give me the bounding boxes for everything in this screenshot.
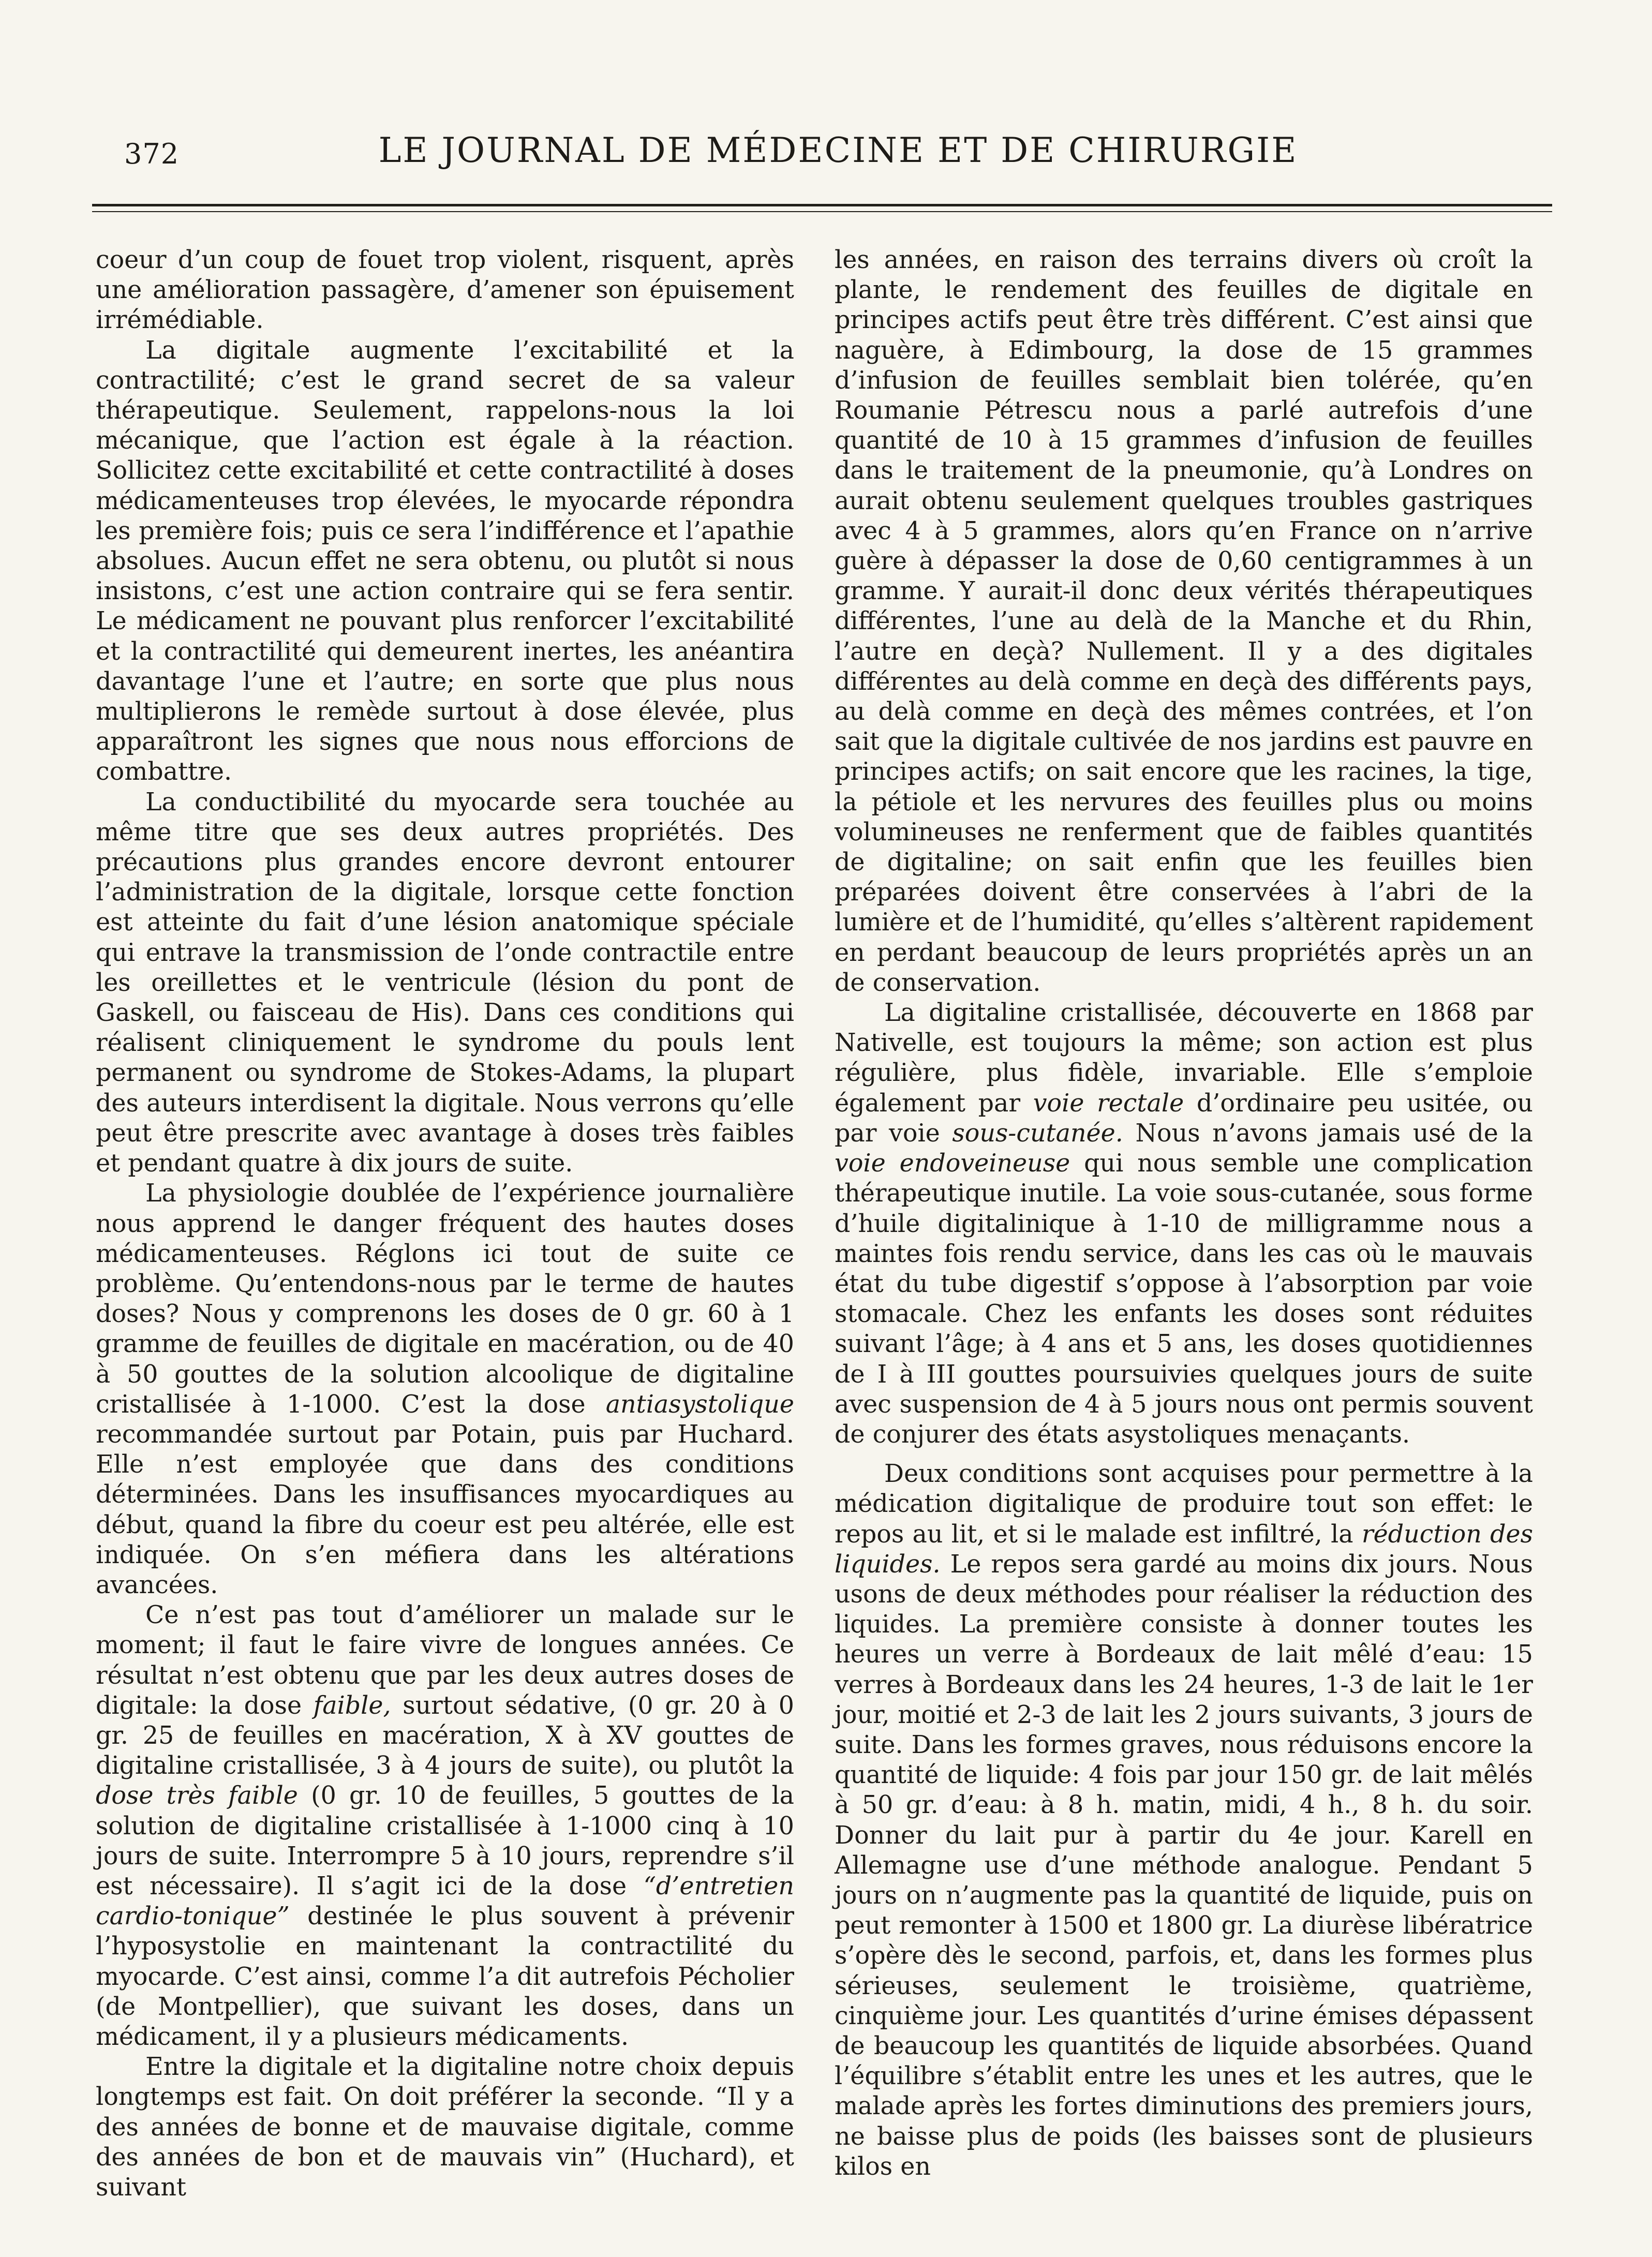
text-run: Ce n’est pas tout d’améliorer un malade sur le moment; il faut le faire vivre de longues années. Ce résultat n’est obtenu que par les deux autres doses de digitale: la dose	[96, 1601, 794, 1720]
paragraph	[835, 1459, 1533, 2182]
page-number: 372	[124, 138, 180, 170]
italic-term: “d’entretien cardio-tonique”	[96, 1872, 794, 1931]
text-run: surtout sédative, (0 gr. 20 à 0 gr. 25 de feuilles en macération, X à XV gouttes de digitaline cristallisée, 3 à 4 jours de suite), ou plutôt la	[96, 1691, 795, 1780]
italic-term: voie rectale	[1033, 1089, 1184, 1118]
text-run: Nous n’avons jamais usé de la	[1135, 1119, 1533, 1148]
italic-term: dose très faible	[96, 1781, 298, 1810]
text-run: qui nous semble une complication thérapeutique inutile. La voie sous-cutanée, sous forme d’huile digitalinique à 1-10 de milligramme nous a maintes fois rendu service, dans les cas où le mauvais état du tube digestif s’oppose à l’absorption par voie stomacale. Chez les enfants les doses sont réduites suivant l’âge; à 4 ans et 5 ans, les doses quotidiennes de I à III gouttes poursuivies quelques jours de suite avec suspension de 4 à 5 jours nous ont permis souvent de conjurer des états asystoliques menaçants.	[835, 1149, 1533, 1449]
text-run: destinée le plus souvent à prévenir l’hyposystolie en maintenant la contractilité du myocarde. C’est ainsi, comme l’a dit autrefois Pécholier (de Montpellier), que suivant les doses, dans un médicament, il y a plusieurs médicaments.	[96, 1902, 794, 2051]
paragraph: Entre la digitale et la digitaline notre choix depuis longtemps est fait. On doit préférer la seconde. “Il y a des années de bonne et de mauvaise digitale, comme des années de bon et de mauvais vin” (Huchard), et suivant	[96, 2053, 794, 2202]
text-run: La physiologie doublée de l’expérience journalière nous apprend le danger fréquent des hautes doses médicamenteuses. Réglons ici tout de suite ce problème. Qu’entendons-nous par le terme de hautes doses? Nous y comprenons les doses de 0 gr. 60 à 1 gramme de feuilles de digitale en macération, ou de 40 à 50 gouttes de la solution alcoolique de digitaline cristallisée à 1-1000. C’est la dose	[96, 1179, 794, 1419]
paragraph	[96, 1600, 794, 2052]
text-run: (0 gr. 10 de feuilles, 5 gouttes de la solution de digitaline cristallisée à 1-1000 cinq à 10 jours de suite. Interrompre 5 à 10 jours, reprendre s’il est nécessaire). Il s’agit ici de la dose	[96, 1781, 794, 1900]
right-column	[835, 245, 1533, 2181]
italic-term: antiasystolique	[605, 1390, 794, 1419]
text-run: Le repos sera gardé au moins dix jours. Nous usons de deux méthodes pour réaliser la réduction des liquides. La première consiste à donner toutes les heures un verre à Bordeaux de lait mêlé d’eau: 15 verres à Bordeaux dans les 24 heures, 1-3 de lait le 1er jour, moitié et 2-3 de lait les 2 jours suivants, 3 jours de suite. Dans les formes graves, nous réduisons encore la quantité de liquide: 4 fois par jour 150 gr. de lait mêlés à 50 gr. d’eau: à 8 h. matin, midi, 4 h., 8 h. du soir. Donner du lait pur à partir du 4e jour. Karell en Allemagne use d’une méthode analogue. Pendant 5 jours on n’augmente pas la quantité de liquide, puis on peut remonter à 1500 et 1800 gr. La diurèse libératrice s’opère dès le second, parfois, et, dans les formes plus sérieuses, seulement le troisième, quatrième, cinquième jour. Les quantités d’urine émises dépassent de beaucoup les quantités de liquide absorbées. Quand l’équilibre s’établit entre les unes et les autres, que le malade après les fortes diminutions des premiers jours, ne baisse plus de poids (les baisses sont de plusieurs kilos en	[835, 1550, 1533, 2181]
italic-term: réduction des liquides.	[835, 1520, 1533, 1579]
italic-term: sous-cutanée.	[952, 1119, 1123, 1148]
italic-term: faible,	[313, 1691, 391, 1720]
left-column	[96, 245, 795, 2202]
header-rule	[92, 204, 1552, 206]
paragraph: La conductibilité du myocarde sera touchée au même titre que ses deux autres propriétés. Des précautions plus grandes encore devront entourer l’administration de la digitale, lorsque cette fonction est atteinte du fait d’une lésion anatomique spéciale qui entrave la transmission de l’onde contractile entre les oreillettes et le ventricule (lésion du pont de Gaskell, ou faisceau de His). Dans ces conditions qui réalisent cliniquement le syndrome du pouls lent permanent ou syndrome de Stokes-Adams, la plupart des auteurs interdisent la digitale. Nous verrons qu’elle peut être prescrite avec avantage à doses très faibles et pendant quatre à dix jours de suite.	[96, 788, 794, 1178]
page-header	[124, 130, 1552, 187]
text-run: d’ordinaire peu usitée, ou par voie	[835, 1089, 1533, 1148]
text-run: Deux conditions sont acquises pour permettre à la médication digitalique de produire tout son effet: le repos au lit, et si le malade est infiltré, la	[835, 1460, 1533, 1549]
text-run: La digitaline cristallisée, découverte en 1868 par Nativelle, est toujours la même; son action est plus régulière, plus fidèle, invariable. Elle s’emploie également par	[835, 999, 1533, 1118]
paragraph	[96, 1179, 794, 1600]
paragraph	[835, 998, 1533, 1450]
paragraph: les années, en raison des terrains divers où croît la plante, le rendement des feuilles de digitale en principes actifs peut être très différent. C’est ainsi que naguère, à Edimbourg, la dose de 15 grammes d’infusion de feuilles semblait bien tolérée, qu’en Roumanie Pétrescu nous a parlé autrefois d’une quantité de 10 à 15 grammes d’infusion de feuilles dans le traitement de la pneumonie, qu’à Londres on aurait obtenu seulement quelques troubles gastriques avec 4 à 5 grammes, alors qu’en France on n’arrive guère à dépasser la dose de 0,60 centigrammes à un gramme. Y aurait-il donc deux vérités thérapeutiques différentes, l’une au delà de la Manche et du Rhin, l’autre en deçà? Nullement. Il y a des digitales différentes au delà comme en deçà des différents pays, au delà comme en deçà des mêmes contrées, et l’on sait que la digitale cultivée de nos jardins est pauvre en principes actifs; on sait encore que les racines, la tige, la pétiole et les nervures des feuilles plus ou moins volumineuses ne renferment que de faibles quantités de digitaline; on sait enfin que les feuilles bien préparées doivent être conservées à l’abri de la lumière et de l’humidité, qu’elles s’altèrent rapidement en perdant beaucoup de leurs propriétés après un an de conservation.	[835, 246, 1533, 997]
paragraph: La digitale augmente l’excitabilité et la contractilité; c’est le grand secret de sa valeur thérapeutique. Seulement, rappelons-nous la loi mécanique, que l’action est égale à la réaction. Sollicitez cette excitabilité et cette contractilité à doses médicamenteuses trop élevées, le myocarde répondra les première fois; puis ce sera l’indifférence et l’apathie absolues. Aucun effet ne sera obtenu, ou plutôt si nous insistons, c’est une action contraire qui se fera sentir. Le médicament ne pouvant plus renforcer l’excitabilité et la contractilité qui demeurent inertes, les anéantira davantage l’une et l’autre; en sorte que plus nous multiplierons le remède surtout à dose élevée, plus apparaîtront les signes que nous nous efforcions de combattre.	[96, 336, 794, 786]
italic-term: voie endoveineuse	[835, 1149, 1070, 1178]
paragraph: coeur d’un coup de fouet trop violent, risquent, après une amélioration passagère, d’amener son épuisement irrémédiable.	[96, 246, 794, 335]
header-rule-thin	[92, 211, 1552, 212]
journal-title: LE JOURNAL DE MÉDECINE ET DE CHIRURGIE	[378, 130, 1298, 170]
text-run: recommandée surtout par Potain, puis par Huchard. Elle n’est employée que dans des conditions déterminées. Dans les insuffisances myocardiques au début, quand la fibre du coeur est peu altérée, elle est indiquée. On s’en méfiera dans les altérations avancées.	[96, 1420, 794, 1599]
